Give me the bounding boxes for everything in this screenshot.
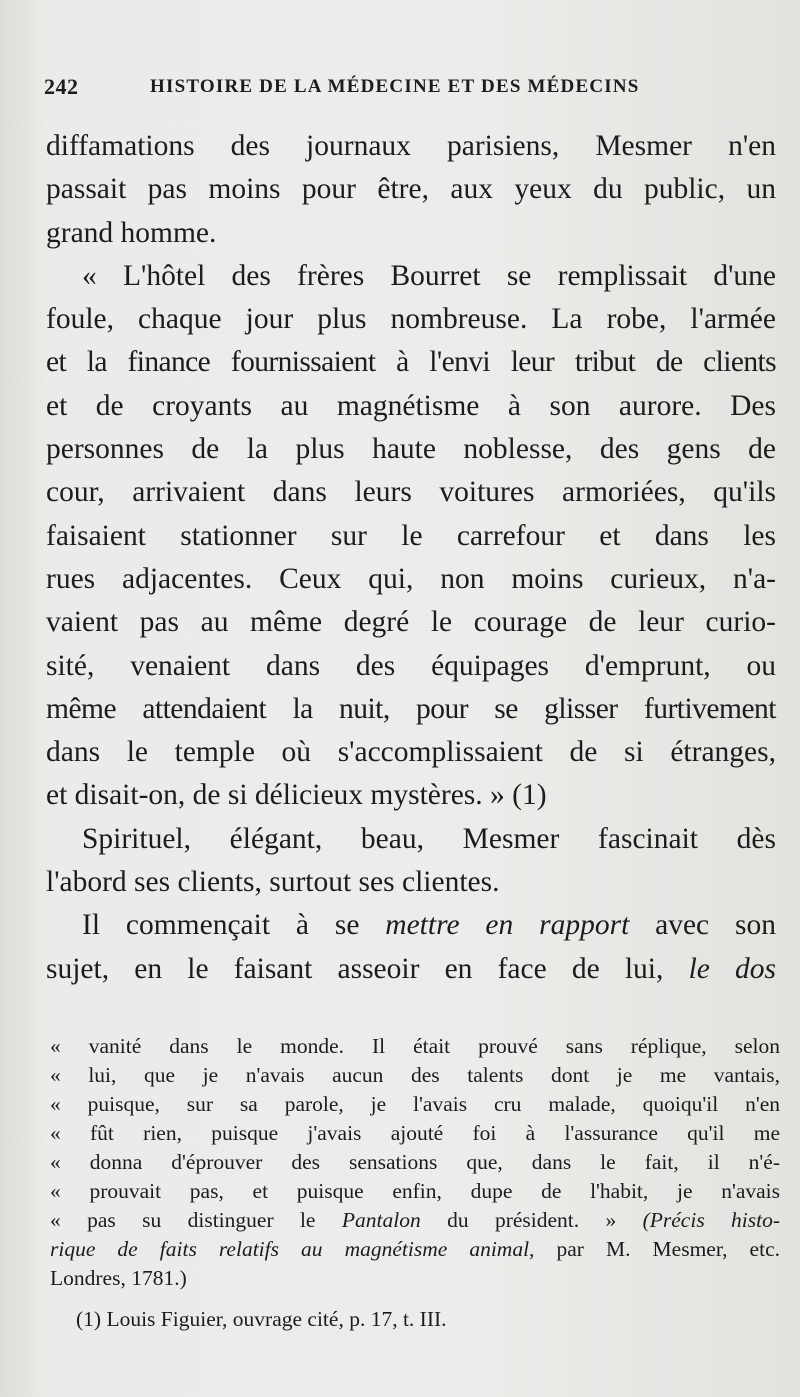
footnote-segment: du président. » [447,1208,617,1232]
footnote-line: « lui, que je n'avais aucun des talents dont je me vantais, [50,1063,780,1087]
body-line: faisaient stationner sur le carrefour et dans les [46,519,776,552]
footnote-line: Londres, 1781.) [50,1266,187,1290]
footnote-line: « vanité dans le monde. Il était prouvé sans réplique, selon [50,1034,780,1058]
body-line: foule, chaque jour plus nombreuse. La robe, l'armée [46,303,776,336]
body-line: « L'hôtel des frères Bourret se remplissait d'une [82,259,776,292]
body-line [46,948,776,991]
body-line: et disait-on, de si délicieux mystères. » (1) [46,779,547,812]
body-line: rues adjacentes. Ceux qui, non moins curieux, n'a- [46,562,776,595]
body-text-segment: sujet, en le faisant asseoir en face de lui, [46,952,664,985]
footnote-segment: par M. Mesmer, etc. [556,1237,780,1261]
body-line: passait pas moins pour être, aux yeux du public, un [46,173,776,206]
footnotes [50,1032,780,1334]
footnote-line: « prouvait pas, et puisque enfin, dupe de l'habit, je n'avais [50,1179,780,1203]
body-text [46,125,776,991]
page-header [44,72,784,112]
italic-phrase: mettre en rapport [385,909,630,942]
body-line: grand homme. [46,216,217,249]
body-line: cour, arrivaient dans leurs voitures armoriées, qu'ils [46,476,776,509]
body-line: personnes de la plus haute noblesse, des gens de [46,433,776,466]
body-line: et la finance fournissaient à l'envi leur tribut de clients [46,346,776,379]
footnote-line: « fût rien, puisque j'avais ajouté foi à l'assurance qu'il me [50,1121,780,1145]
body-line: vaient pas au même degré le courage de leur curio- [46,606,776,639]
body-line: et de croyants au magnétisme à son aurore. Des [46,389,776,422]
page-number: 242 [44,74,79,99]
italic-phrase: le dos [688,952,776,985]
footnote-segment: « pas su distinguer le [50,1208,316,1232]
footnote-line [50,1206,780,1235]
body-line: Spirituel, élégant, beau, Mesmer fascinait dès [82,822,776,855]
body-text-segment: Il commençait à se [82,909,360,942]
body-text-segment: avec son [655,909,776,942]
footnote-line: « donna d'éprouver des sensations que, dans le fait, il n'é- [50,1150,780,1174]
footnote-line: « puisque, sur sa parole, je l'avais cru malade, quoiqu'il n'en [50,1092,780,1116]
body-line: dans le temple où s'accomplissaient de si étranges, [46,736,776,769]
body-line: sité, venaient dans des équipages d'emprunt, ou [46,649,776,682]
body-line: l'abord ses clients, surtout ses clientes. [46,866,500,899]
body-line [46,904,776,947]
italic-phrase: rique de faits relatifs au magnétisme animal, [50,1237,535,1261]
body-line: même attendaient la nuit, pour se glisser furtivement [46,692,776,725]
body-line: diffamations des journaux parisiens, Mesmer n'en [46,130,776,162]
italic-phrase: Pantalon [341,1208,421,1232]
running-title: HISTOIRE DE LA MÉDECINE ET DES MÉDECINS [150,76,640,97]
italic-phrase: (Précis histo- [642,1208,781,1232]
footnote-line: (1) Louis Figuier, ouvrage cité, p. 17, t. III. [76,1307,447,1331]
footnote-line [50,1235,780,1264]
